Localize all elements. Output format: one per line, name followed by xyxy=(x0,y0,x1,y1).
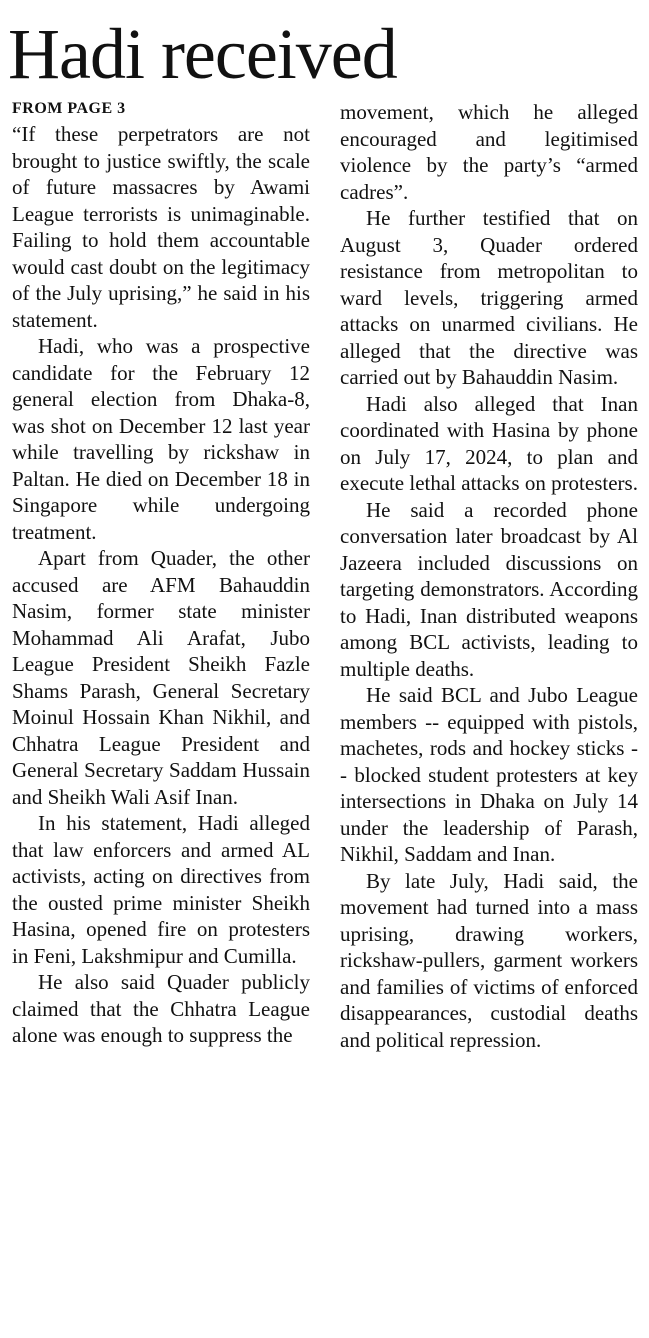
paragraph: movement, which he alleged encouraged and legitimised violence by the party’s “armed cadres”. xyxy=(340,100,638,204)
paragraph: He said BCL and Jubo League members -- equipped with pistols, machetes, rods and hockey sticks -- blocked student protesters at key intersections in Dhaka on July 14 under the leadership of Parash, Nikhil, Saddam and Inan. xyxy=(340,683,638,866)
paragraph: Hadi, who was a prospective candidate for the February 12 general election from Dhaka-8, was shot on December 12 last year while travelling by rickshaw in Paltan. He died on December 18 in Singapore while undergoing treatment. xyxy=(12,334,310,544)
left-column xyxy=(12,99,310,1335)
paragraph: In his statement, Hadi alleged that law enforcers and armed AL activists, acting on directives from the ousted prime minister Sheikh Hasina, opened fire on protesters in Feni, Lakshmipur and Cumilla. xyxy=(12,811,310,968)
paragraph: Apart from Quader, the other accused are AFM Bahauddin Nasim, former state minister Mohammad Ali Arafat, Jubo League President Sheikh Fazle Shams Parash, General Secretary Moinul Hossain Khan Nikhil, and Chhatra League President and General Secretary Saddam Hussain and Sheikh Wali Asif Inan. xyxy=(12,546,310,809)
paragraph: He also said Quader publicly claimed that the Chhatra League alone was enough to suppress the xyxy=(12,970,310,1047)
headline: Hadi received xyxy=(8,14,397,94)
paragraph: Hadi also alleged that Inan coordinated with Hasina by phone on July 17, 2024, to plan and execute lethal attacks on protesters. xyxy=(340,391,638,495)
paragraph: “If these perpetrators are not brought to justice swiftly, the scale of future massacres by Awami League terrorists is unimaginable. Failing to hold them accountable would cast doubt on the legitimacy of the July uprising,” he said in his statement. xyxy=(12,122,310,332)
paragraph: He said a recorded phone conversation later broadcast by Al Jazeera included discussions on targeting demonstrators. According to Hadi, Inan distributed weapons among BCL activists, leading to multiple deaths. xyxy=(340,497,638,681)
paragraph: By late July, Hadi said, the movement had turned into a mass uprising, drawing workers, rickshaw-pullers, garment workers and families of victims of enforced disappearances, custodial deaths and political repression. xyxy=(340,868,638,1052)
paragraph: He further testified that on August 3, Quader ordered resistance from metropolitan to ward levels, triggering armed attacks on unarmed civilians. He alleged that the directive was carried out by Bahauddin Nasim. xyxy=(340,206,638,389)
right-column xyxy=(340,99,638,1335)
jump-line: FROM PAGE 3 xyxy=(12,100,126,117)
